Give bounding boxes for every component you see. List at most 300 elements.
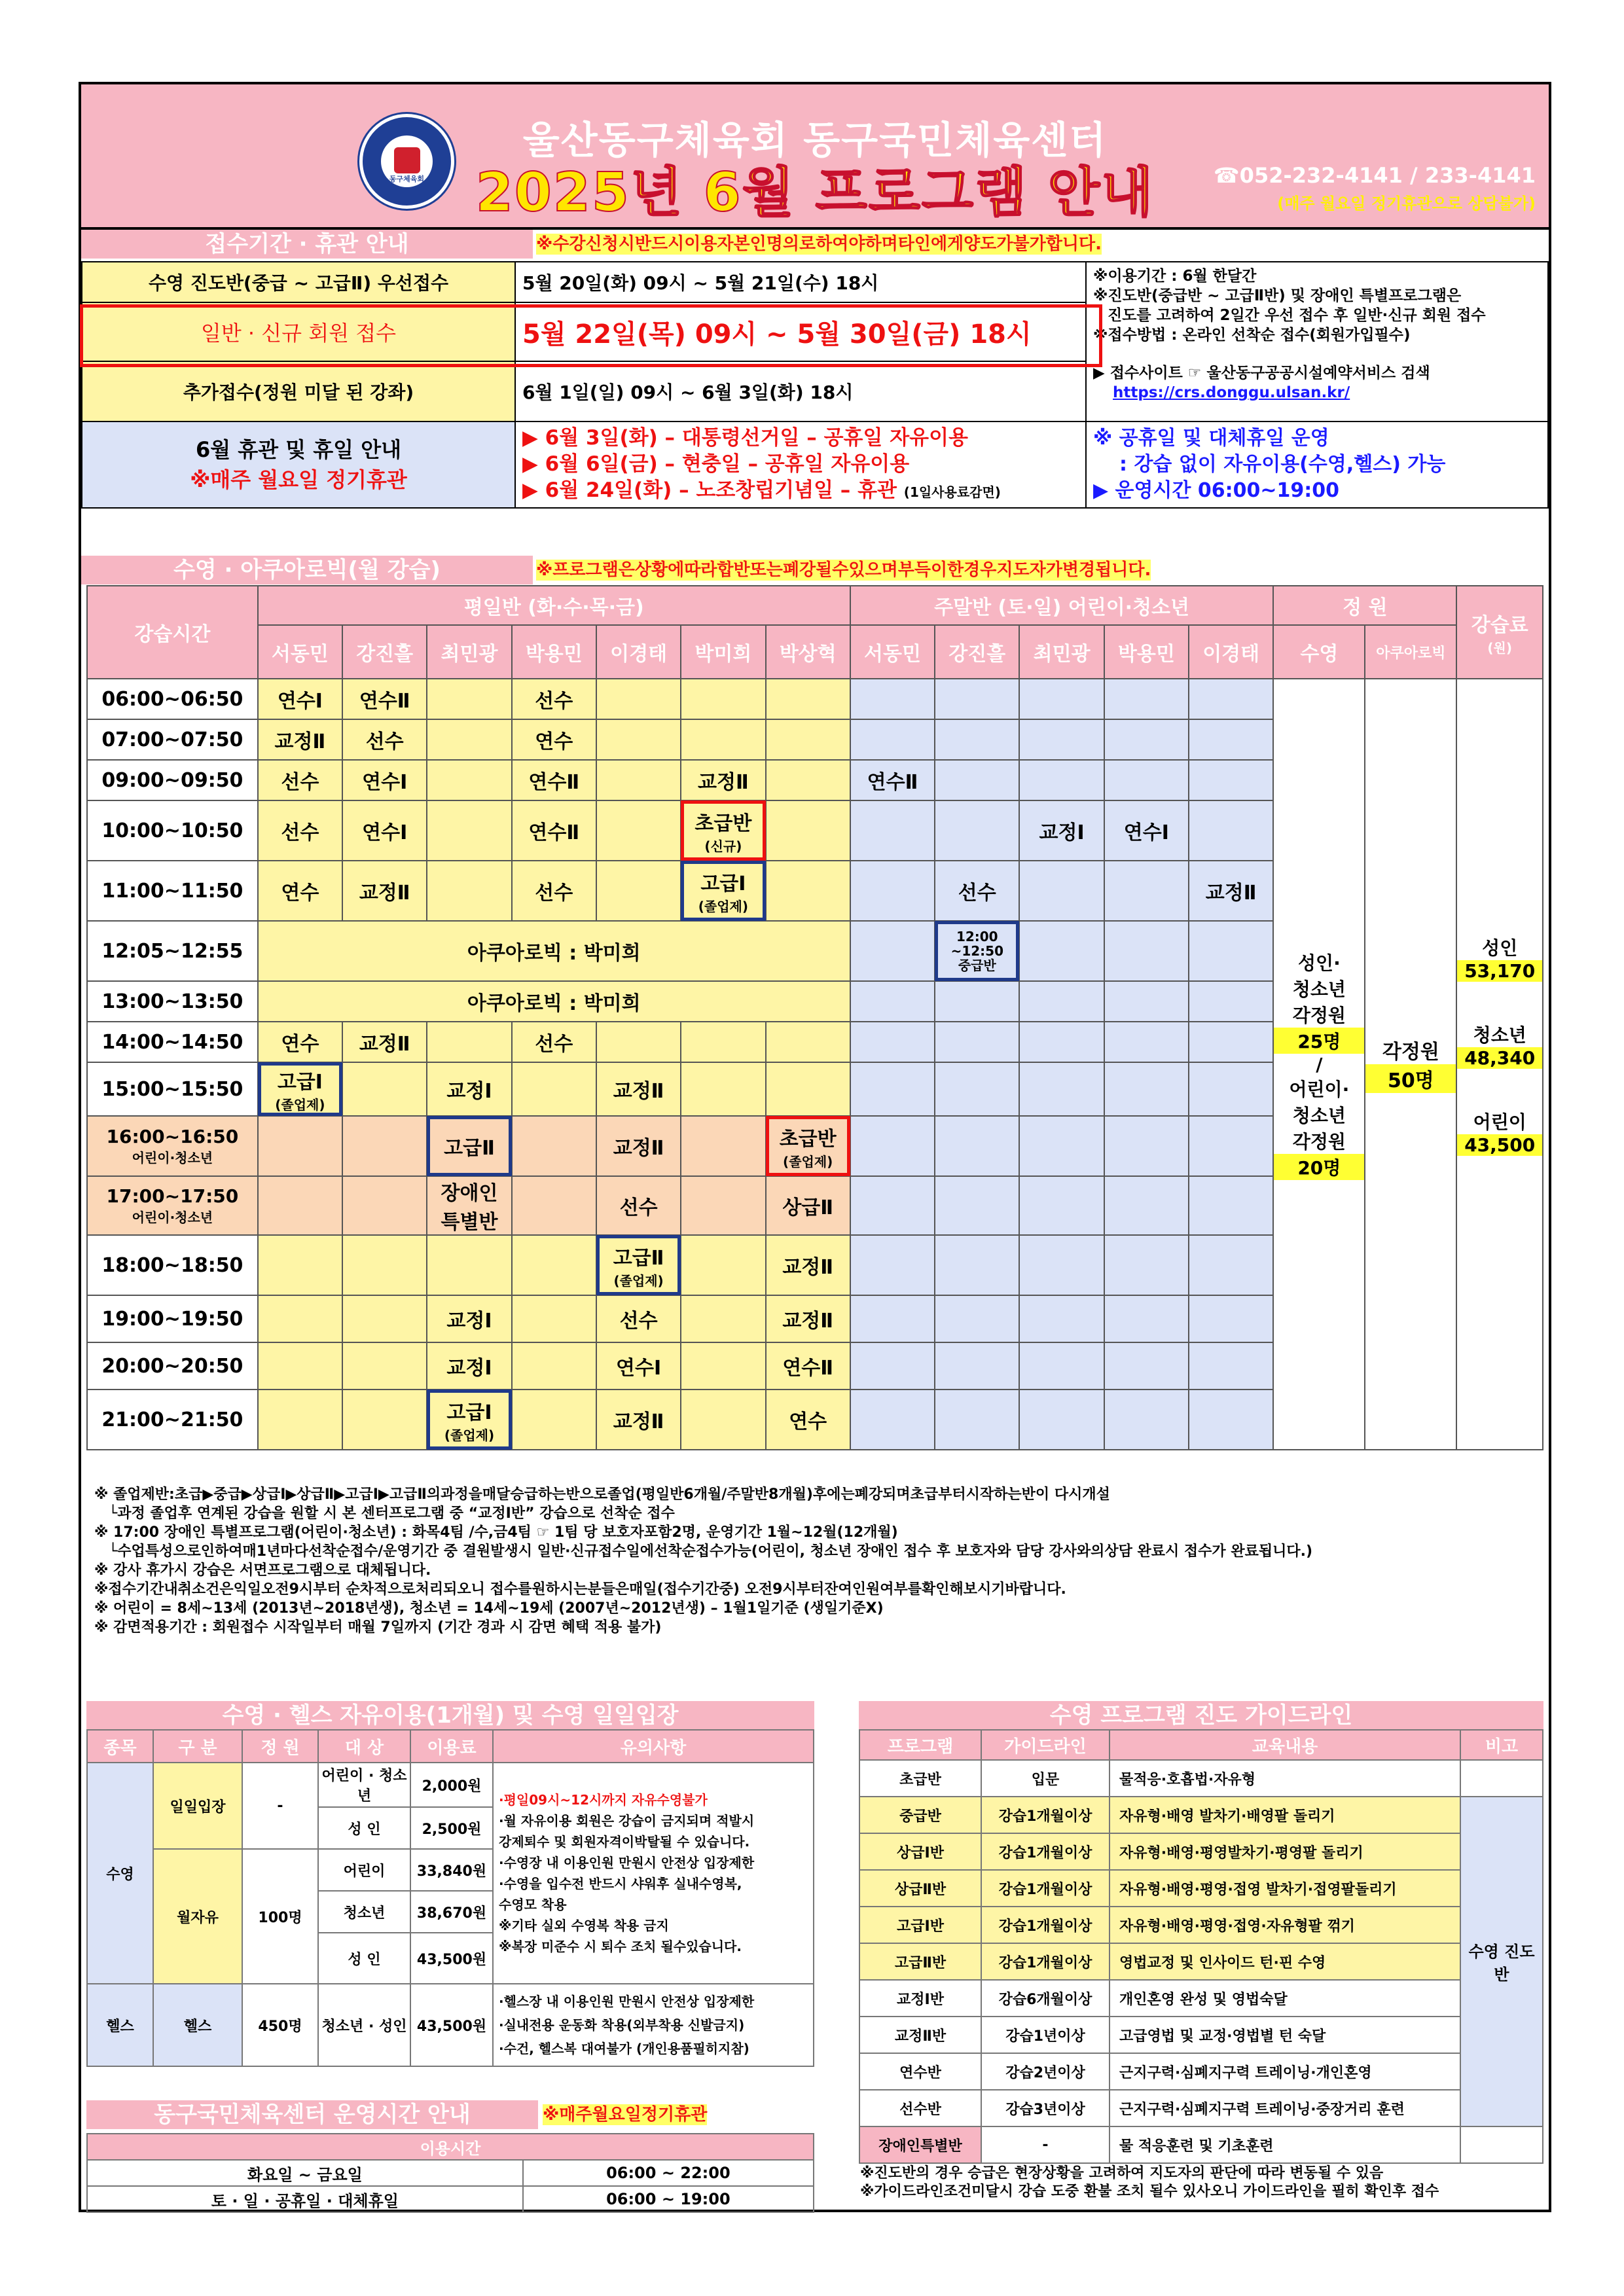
class-slot bbox=[1189, 679, 1273, 719]
slot bbox=[1104, 981, 1189, 1022]
holiday-note: : 강습 없이 자유이용(수영,헬스) 가능 bbox=[1119, 453, 1446, 476]
class-slot bbox=[342, 1116, 427, 1176]
content: 개인혼영 완성 및 영법숙달 bbox=[1110, 1980, 1460, 2017]
program-title: 2025년 6월 프로그램 안내 bbox=[475, 162, 1155, 224]
class-slot bbox=[850, 861, 935, 921]
health-quota: 450명 bbox=[242, 1984, 318, 2066]
type-swim: 수영 bbox=[87, 1763, 153, 1984]
class-slot bbox=[681, 1176, 765, 1235]
class-slot bbox=[935, 1390, 1019, 1450]
guideline: 강습6개월이상 bbox=[981, 1980, 1110, 2017]
class-slot bbox=[1189, 1295, 1273, 1342]
class-slot: 선수 bbox=[512, 679, 596, 719]
content: 근지구력·심폐지구력 트레이닝·중장거리 훈련 bbox=[1110, 2090, 1460, 2126]
class-slot bbox=[766, 861, 850, 921]
class-slot: 연수 bbox=[258, 861, 342, 921]
class-slot bbox=[850, 1390, 935, 1450]
col-q-aqua: 아쿠아로빅 bbox=[1365, 625, 1456, 679]
class-slot: 초급반 (신규) bbox=[681, 800, 765, 861]
section-registration-title: 접수기간 · 휴관 안내 bbox=[81, 230, 533, 259]
closure-item: ▶ 6월 3일(화) – 대통령선거일 – 공휴일 자유이용 bbox=[522, 425, 968, 450]
time-cell: 09:00~09:50 bbox=[87, 760, 258, 800]
guideline-row bbox=[859, 1980, 1543, 2017]
hours-days: 화요일 ~ 금요일 bbox=[87, 2160, 523, 2186]
class-slot bbox=[512, 1062, 596, 1116]
guideline-row bbox=[859, 1833, 1543, 1870]
col-fee-unit: (원) bbox=[1487, 639, 1513, 656]
target: 어린이 · 청소년 bbox=[318, 1763, 410, 1807]
class-slot bbox=[512, 1235, 596, 1295]
time-cell: 11:00~11:50 bbox=[87, 861, 258, 921]
aqua-class: 아쿠아로빅 : 박미희 bbox=[258, 921, 850, 981]
class-slot bbox=[258, 1235, 342, 1295]
swim-note-line: 수영모 착용 bbox=[499, 1897, 567, 1912]
guideline-row bbox=[859, 1870, 1543, 1907]
note-line: └과정 졸업후 연계된 강습을 원할 시 본 센터프로그램 중 “교정Ⅰ반” 강습으로 선착순 접수 bbox=[109, 1505, 675, 1522]
class-slot: 교정Ⅰ bbox=[427, 1342, 511, 1390]
class-slot: 연수Ⅱ bbox=[766, 1342, 850, 1390]
teacher-col: 서동민 bbox=[258, 625, 342, 679]
program: 초급반 bbox=[859, 1760, 981, 1797]
reg-value: 5월 20일(화) 09시 ~ 5월 21일(수) 18시 bbox=[515, 262, 1086, 302]
phone-number: ☎052-232-4141 / 233-4141 bbox=[1213, 163, 1536, 188]
class-slot: 교정Ⅱ bbox=[596, 1062, 681, 1116]
class-slot: 교정Ⅱ bbox=[342, 861, 427, 921]
class-slot bbox=[427, 679, 511, 719]
swim-note-line: ※기타 실외 수영복 착용 금지 bbox=[499, 1918, 669, 1933]
reg-label: 수영 진도반(중급 ~ 고급Ⅱ) 우선접수 bbox=[82, 262, 515, 302]
class-slot bbox=[258, 1176, 342, 1235]
class-slot bbox=[1104, 679, 1189, 719]
program: 중급반 bbox=[859, 1797, 981, 1833]
class-slot bbox=[512, 1176, 596, 1235]
class-slot bbox=[1104, 1176, 1189, 1235]
org-title: 울산동구체육회 동구국민체육센터 bbox=[522, 118, 1108, 162]
teacher-col: 박미희 bbox=[681, 625, 765, 679]
col-type: 종목 bbox=[87, 1730, 153, 1763]
class-slot bbox=[342, 1235, 427, 1295]
reg-value-general: 5월 22일(목) 09시 ~ 5월 30일(금) 18시 bbox=[515, 302, 1086, 361]
guideline-row bbox=[859, 1797, 1543, 1833]
program: 연수반 bbox=[859, 2053, 981, 2090]
class-slot bbox=[512, 1390, 596, 1450]
class-slot bbox=[1019, 719, 1104, 760]
class-slot bbox=[1104, 1235, 1189, 1295]
footnote-line: ※가이드라인조건미달시 강습 도중 환불 조치 될수 있사오니 가이드라인을 필히 확인후 접수 bbox=[860, 2183, 1439, 2200]
time-cell: 07:00~07:50 bbox=[87, 719, 258, 760]
time-cell: 06:00~06:50 bbox=[87, 679, 258, 719]
guideline: 강습1개월이상 bbox=[981, 1943, 1110, 1980]
guideline-row bbox=[859, 2090, 1543, 2126]
col-category: 구 분 bbox=[153, 1730, 242, 1763]
class-slot bbox=[681, 1062, 765, 1116]
class-slot bbox=[1019, 1022, 1104, 1062]
class-slot: 고급Ⅰ (졸업제) bbox=[681, 861, 765, 921]
slot bbox=[1019, 981, 1104, 1022]
class-slot bbox=[681, 1390, 765, 1450]
col-fee: 강습료 bbox=[1471, 613, 1528, 637]
class-slot bbox=[427, 1235, 511, 1295]
class-slot: 교정Ⅱ bbox=[342, 1022, 427, 1062]
slot bbox=[1104, 921, 1189, 981]
program: 상급Ⅱ반 bbox=[859, 1870, 981, 1907]
class-slot: 연수Ⅰ bbox=[342, 800, 427, 861]
class-slot: 교정Ⅱ bbox=[258, 719, 342, 760]
class-slot bbox=[1189, 760, 1273, 800]
class-slot bbox=[258, 1116, 342, 1176]
class-slot bbox=[681, 719, 765, 760]
class-slot bbox=[258, 1342, 342, 1390]
swim-note-line: ·수영장 내 이용인원 만원시 안전상 입장제한 bbox=[499, 1855, 755, 1871]
class-slot bbox=[1104, 760, 1189, 800]
guideline: 입문 bbox=[981, 1760, 1110, 1797]
program: 장애인특별반 bbox=[859, 2126, 981, 2163]
note-empty bbox=[1460, 2126, 1543, 2163]
class-slot bbox=[1189, 800, 1273, 861]
class-slot bbox=[1019, 1295, 1104, 1342]
class-slot bbox=[1104, 1390, 1189, 1450]
class-slot bbox=[935, 1342, 1019, 1390]
class-slot: 교정Ⅰ bbox=[1019, 800, 1104, 861]
class-slot bbox=[427, 719, 511, 760]
class-slot: 교정Ⅱ bbox=[1189, 861, 1273, 921]
class-slot bbox=[342, 1062, 427, 1116]
class-slot: 선수 bbox=[935, 861, 1019, 921]
class-slot bbox=[596, 760, 681, 800]
class-slot bbox=[935, 1295, 1019, 1342]
fee: 2,000원 bbox=[410, 1763, 493, 1807]
guideline: 강습1년이상 bbox=[981, 2017, 1110, 2053]
section-free-use-title: 수영 · 헬스 자유이용(1개월) 및 수영 일일입장 bbox=[86, 1701, 814, 1730]
target: 청소년 bbox=[318, 1891, 410, 1933]
slot bbox=[1189, 921, 1273, 981]
hours-time: 06:00 ~ 19:00 bbox=[523, 2186, 814, 2212]
content: 자유형·배영·평영·접영 발차기·접영팔돌리기 bbox=[1110, 1870, 1460, 1907]
class-slot bbox=[935, 1235, 1019, 1295]
hours-table bbox=[86, 2133, 814, 2213]
guideline-row bbox=[859, 1907, 1543, 1943]
guideline: - bbox=[981, 2126, 1110, 2163]
class-slot bbox=[1104, 1342, 1189, 1390]
hours-note: ※매주월요일정기휴관 bbox=[543, 2105, 708, 2125]
class-slot bbox=[1019, 679, 1104, 719]
class-slot bbox=[342, 1390, 427, 1450]
note-line: ※ 감면적용기간 : 회원접수 시작일부터 매월 7일까지 (기간 경과 시 감면 혜택 적용 불가) bbox=[94, 1619, 662, 1636]
class-slot bbox=[596, 679, 681, 719]
class-slot bbox=[850, 1235, 935, 1295]
time-cell: 21:00~21:50 bbox=[87, 1390, 258, 1450]
class-slot bbox=[850, 1295, 935, 1342]
class-slot bbox=[935, 1176, 1019, 1235]
col-capacity: 정 원 bbox=[242, 1730, 318, 1763]
class-slot: 연수Ⅱ bbox=[512, 800, 596, 861]
guideline: 강습1개월이상 bbox=[981, 1907, 1110, 1943]
class-slot: 선수 bbox=[512, 1022, 596, 1062]
class-slot: 초급반 (졸업제) bbox=[766, 1116, 850, 1176]
class-slot bbox=[427, 800, 511, 861]
slot bbox=[850, 921, 935, 981]
col-notes: 유의사항 bbox=[493, 1730, 814, 1763]
time-cell: 20:00~20:50 bbox=[87, 1342, 258, 1390]
section-guideline-title: 수영 프로그램 진도 가이드라인 bbox=[859, 1701, 1543, 1730]
class-slot bbox=[512, 1295, 596, 1342]
class-slot: 연수Ⅰ bbox=[596, 1342, 681, 1390]
health-fee: 43,500원 bbox=[410, 1984, 493, 2066]
sports-council-logo-icon: 동구체육회 bbox=[359, 114, 454, 209]
teacher-col: 강진흘 bbox=[342, 625, 427, 679]
slot bbox=[1189, 981, 1273, 1022]
closure-label: 6월 휴관 및 휴일 안내 bbox=[195, 437, 402, 462]
content: 근지구력·심폐지구력 트레이닝·개인혼영 bbox=[1110, 2053, 1460, 2090]
class-slot bbox=[681, 1235, 765, 1295]
teacher-col: 최민광 bbox=[1019, 625, 1104, 679]
class-slot bbox=[935, 679, 1019, 719]
guideline: 강습3년이상 bbox=[981, 2090, 1110, 2126]
class-slot: 연수Ⅰ bbox=[342, 760, 427, 800]
class-slot: 선수 bbox=[512, 861, 596, 921]
class-slot bbox=[935, 1062, 1019, 1116]
fee: 43,500원 bbox=[410, 1933, 493, 1984]
reservation-site-link[interactable]: https://crs.donggu.ulsan.kr/ bbox=[1113, 384, 1350, 401]
col-note: 비고 bbox=[1460, 1730, 1543, 1760]
content: 자유형·배영·평영발차기·평영팔 돌리기 bbox=[1110, 1833, 1460, 1870]
class-slot: 교정Ⅰ bbox=[427, 1062, 511, 1116]
note-line: ※접수기간내취소건은익일오전9시부터 순차적으로처리되오니 접수를원하시는분들은매일(접수기간중) 오전9시부터잔여인원여부를확인해보시기바랍니다. bbox=[94, 1581, 1066, 1598]
reg-value: 6월 1일(일) 09시 ~ 6월 3일(화) 18시 bbox=[515, 361, 1086, 422]
class-slot bbox=[1104, 719, 1189, 760]
slot: 12:00 ~12:50 중급반 bbox=[935, 921, 1019, 981]
col-time: 강습시간 bbox=[87, 586, 258, 679]
swim-note: ※프로그램은상황에따라합반또는폐강될수있으며부득이한경우지도자가변경됩니다. bbox=[536, 560, 1151, 580]
class-slot bbox=[1019, 760, 1104, 800]
class-slot bbox=[596, 861, 681, 921]
class-slot bbox=[1019, 1342, 1104, 1390]
col-weekend: 주말반 (토·일) 어린이·청소년 bbox=[850, 586, 1273, 625]
class-slot: 연수 bbox=[258, 1022, 342, 1062]
class-slot bbox=[427, 861, 511, 921]
program: 고급Ⅱ반 bbox=[859, 1943, 981, 1980]
content: 영법교정 및 인사이드 턴·핀 수영 bbox=[1110, 1943, 1460, 1980]
fee: 38,670원 bbox=[410, 1891, 493, 1933]
class-slot bbox=[766, 679, 850, 719]
class-slot: 상급Ⅱ bbox=[766, 1176, 850, 1235]
class-slot bbox=[766, 719, 850, 760]
closure-item: ▶ 6월 24일(화) – 노조창립기념일 – 휴관 bbox=[522, 478, 897, 502]
class-slot bbox=[1189, 1235, 1273, 1295]
class-slot bbox=[258, 1295, 342, 1342]
class-slot: 연수Ⅱ bbox=[850, 760, 935, 800]
content: 자유형·배영 발차기·배영팔 돌리기 bbox=[1110, 1797, 1460, 1833]
time-cell: 12:05~12:55 bbox=[87, 921, 258, 981]
class-slot bbox=[1019, 1062, 1104, 1116]
class-slot bbox=[850, 1116, 935, 1176]
cat-daily: 일일입장 bbox=[153, 1763, 242, 1849]
class-slot bbox=[1019, 861, 1104, 921]
free-use-table bbox=[86, 1729, 814, 2067]
class-slot bbox=[681, 679, 765, 719]
info-line: ※접수방법 : 온라인 선착순 접수(회원가입필수) bbox=[1093, 327, 1411, 344]
teacher-col: 강진흘 bbox=[935, 625, 1019, 679]
class-slot bbox=[1104, 1116, 1189, 1176]
swim-note-line: ·평일09시~12시까지 자유수영불가 bbox=[499, 1792, 708, 1808]
header bbox=[81, 84, 1549, 230]
slot bbox=[850, 981, 935, 1022]
class-slot bbox=[1104, 1062, 1189, 1116]
class-slot bbox=[342, 1176, 427, 1235]
class-slot bbox=[1019, 1176, 1104, 1235]
class-slot bbox=[850, 1176, 935, 1235]
health-target: 청소년 · 성인 bbox=[318, 1984, 410, 2066]
closure-item: ▶ 6월 6일(금) – 현충일 – 공휴일 자유이용 bbox=[522, 452, 910, 476]
class-slot bbox=[766, 800, 850, 861]
col-q-swim: 수영 bbox=[1273, 625, 1365, 679]
class-slot bbox=[766, 1022, 850, 1062]
class-slot: 선수 bbox=[596, 1295, 681, 1342]
teacher-col: 박용민 bbox=[512, 625, 596, 679]
hours-time: 06:00 ~ 22:00 bbox=[523, 2160, 814, 2186]
fee: 33,840원 bbox=[410, 1849, 493, 1891]
program: 선수반 bbox=[859, 2090, 981, 2126]
page-frame bbox=[79, 82, 1551, 2212]
section-hours-title: 동구국민체육센터 운영시간 안내 bbox=[86, 2100, 538, 2129]
holiday-note: ※ 공휴일 및 대체휴일 운영 bbox=[1093, 427, 1329, 450]
footnote-line: ※진도반의 경우 승급은 현장상황을 고려하여 지도자의 판단에 따라 변동될 수 있음 bbox=[860, 2165, 1384, 2181]
class-slot bbox=[850, 719, 935, 760]
daily-quota: - bbox=[242, 1763, 318, 1849]
time-cell: 15:00~15:50 bbox=[87, 1062, 258, 1116]
guideline-row bbox=[859, 2017, 1543, 2053]
note-line: └수업특성으로인하여매1년마다선착순접수/운영기간 중 결원발생시 일반·신규접수일에선착순접수가능(어린이, 청소년 장애인 접수 후 보호자와 담당 강사와의상담 완료시 접수가 완료됩니다.) bbox=[109, 1543, 1313, 1560]
class-slot: 선수 bbox=[258, 760, 342, 800]
quota-swim: 성인· 청소년 각정원 25명 / 어린이· 청소년 각정원 20명 bbox=[1273, 679, 1365, 1450]
class-slot bbox=[1104, 1022, 1189, 1062]
health-note-line: ·수건, 헬스복 대여불가 (개인용품필히지참) bbox=[499, 2041, 749, 2056]
health-note-line: ·실내전용 운동화 착용(외부착용 신발금지) bbox=[499, 2017, 745, 2033]
class-slot: 연수Ⅰ bbox=[258, 679, 342, 719]
teacher-col: 최민광 bbox=[427, 625, 511, 679]
class-slot: 장애인 특별반 bbox=[427, 1176, 511, 1235]
closure-weekly: ※매주 월요일 정기휴관 bbox=[190, 467, 407, 492]
registration-table bbox=[81, 261, 1549, 509]
notes-block bbox=[94, 1485, 1534, 1637]
class-slot: 연수 bbox=[512, 719, 596, 760]
class-slot bbox=[512, 1342, 596, 1390]
class-slot bbox=[427, 1022, 511, 1062]
cat-health: 헬스 bbox=[153, 1984, 242, 2066]
cat-free: 월자유 bbox=[153, 1849, 242, 1984]
class-slot: 연수 bbox=[766, 1390, 850, 1450]
class-slot bbox=[1189, 1342, 1273, 1390]
class-slot bbox=[850, 679, 935, 719]
program: 교정Ⅱ반 bbox=[859, 2017, 981, 2053]
class-slot: 연수Ⅱ bbox=[512, 760, 596, 800]
general-registration-highlight bbox=[80, 304, 1102, 367]
class-slot bbox=[342, 1295, 427, 1342]
info-line: ※이용기간 : 6월 한달간 bbox=[1093, 268, 1257, 285]
col-guideline: 가이드라인 bbox=[981, 1730, 1110, 1760]
class-slot bbox=[681, 1022, 765, 1062]
teacher-col: 박용민 bbox=[1104, 625, 1189, 679]
guideline-row bbox=[859, 1943, 1543, 1980]
class-slot: 교정Ⅱ bbox=[766, 1295, 850, 1342]
guideline-row bbox=[859, 2126, 1543, 2163]
class-slot bbox=[427, 760, 511, 800]
col-target: 대 상 bbox=[318, 1730, 410, 1763]
guideline-row bbox=[859, 2053, 1543, 2090]
closure-item-note: (1일사용료감면) bbox=[903, 484, 1001, 500]
free-quota: 100명 bbox=[242, 1849, 318, 1984]
hours-days: 토 · 일 · 공휴일 · 대체휴일 bbox=[87, 2186, 523, 2212]
class-slot bbox=[935, 800, 1019, 861]
target: 어린이 bbox=[318, 1849, 410, 1891]
phone-note: (매주 월요일 정기휴관으로 상담불가) bbox=[1277, 194, 1536, 213]
class-slot: 교정Ⅱ bbox=[681, 760, 765, 800]
class-slot: 고급Ⅰ (졸업제) bbox=[427, 1390, 511, 1450]
class-slot bbox=[681, 1342, 765, 1390]
class-slot bbox=[342, 1342, 427, 1390]
class-slot: 선수 bbox=[258, 800, 342, 861]
teacher-col: 박상혁 bbox=[766, 625, 850, 679]
target: 성 인 bbox=[318, 1807, 410, 1849]
time-cell: 17:00~17:50 어린이·청소년 bbox=[87, 1176, 258, 1235]
type-health: 헬스 bbox=[87, 1984, 153, 2066]
note-progress-class: 수영 진도반 bbox=[1460, 1797, 1543, 2126]
note-empty bbox=[1460, 1760, 1543, 1797]
section-swim-title: 수영 · 아쿠아로빅(월 강습) bbox=[81, 556, 533, 584]
col-program: 프로그램 bbox=[859, 1730, 981, 1760]
class-slot bbox=[935, 1022, 1019, 1062]
fees: 성인 53,170 청소년 48,340 어린이 43,500 bbox=[1456, 679, 1543, 1450]
health-note-line: ·헬스장 내 이용인원 만원시 안전상 입장제한 bbox=[499, 1994, 755, 2009]
registration-note: ※수강신청시반드시이용자본인명의로하여야하며타인에게양도가불가합니다. bbox=[536, 234, 1102, 254]
swim-note-line: ·수영을 입수전 반드시 샤워후 실내수영복, bbox=[499, 1876, 742, 1892]
teacher-col: 이경태 bbox=[596, 625, 681, 679]
class-slot bbox=[596, 1022, 681, 1062]
class-slot bbox=[1189, 1176, 1273, 1235]
swim-schedule-table bbox=[86, 585, 1543, 1450]
note-line: ※ 졸업제반:초급▶중급▶상급Ⅰ▶상급Ⅱ▶고급Ⅰ▶고급Ⅱ의과정을매달승급하는반으로졸업(평일반6개월/주말반8개월)후에는폐강되며초급부터시작하는반이 다시개설 bbox=[94, 1486, 1110, 1503]
guideline: 강습1개월이상 bbox=[981, 1870, 1110, 1907]
hours-header: 이용시간 bbox=[87, 2134, 814, 2160]
note-line: ※ 어린이 = 8세~13세 (2013년~2018년생), 청소년 = 14세~19세 (2007년~2012년생) – 1월1일기준 (생일기준X) bbox=[94, 1600, 884, 1617]
schedule-row bbox=[87, 679, 1543, 719]
target: 성 인 bbox=[318, 1933, 410, 1984]
class-slot bbox=[1189, 1022, 1273, 1062]
class-slot: 선수 bbox=[342, 719, 427, 760]
class-slot: 교정Ⅱ bbox=[596, 1390, 681, 1450]
class-slot: 선수 bbox=[596, 1176, 681, 1235]
class-slot bbox=[681, 1295, 765, 1342]
content: 물 적응훈련 및 기초훈련 bbox=[1110, 2126, 1460, 2163]
swim-note-line: 강제퇴수 및 회원자격이박탈될 수 있습니다. bbox=[499, 1834, 750, 1850]
time-cell: 10:00~10:50 bbox=[87, 800, 258, 861]
class-slot bbox=[1189, 719, 1273, 760]
class-slot bbox=[1189, 1062, 1273, 1116]
guideline-table bbox=[859, 1729, 1543, 2164]
class-slot bbox=[596, 719, 681, 760]
reg-label-general: 일반 · 신규 회원 접수 bbox=[82, 302, 515, 361]
slot bbox=[935, 981, 1019, 1022]
teacher-col: 이경태 bbox=[1189, 625, 1273, 679]
guideline: 강습2년이상 bbox=[981, 2053, 1110, 2090]
class-slot: 교정Ⅱ bbox=[766, 1235, 850, 1295]
time-cell: 13:00~13:50 bbox=[87, 981, 258, 1022]
class-slot bbox=[512, 1116, 596, 1176]
guideline-footnote bbox=[860, 2164, 1541, 2201]
class-slot bbox=[935, 1116, 1019, 1176]
info-line: ※진도반(중급반 ~ 고급Ⅱ반) 및 장애인 특별프로그램은 bbox=[1093, 287, 1462, 304]
quota-aqua: 각정원 50명 bbox=[1365, 679, 1456, 1450]
